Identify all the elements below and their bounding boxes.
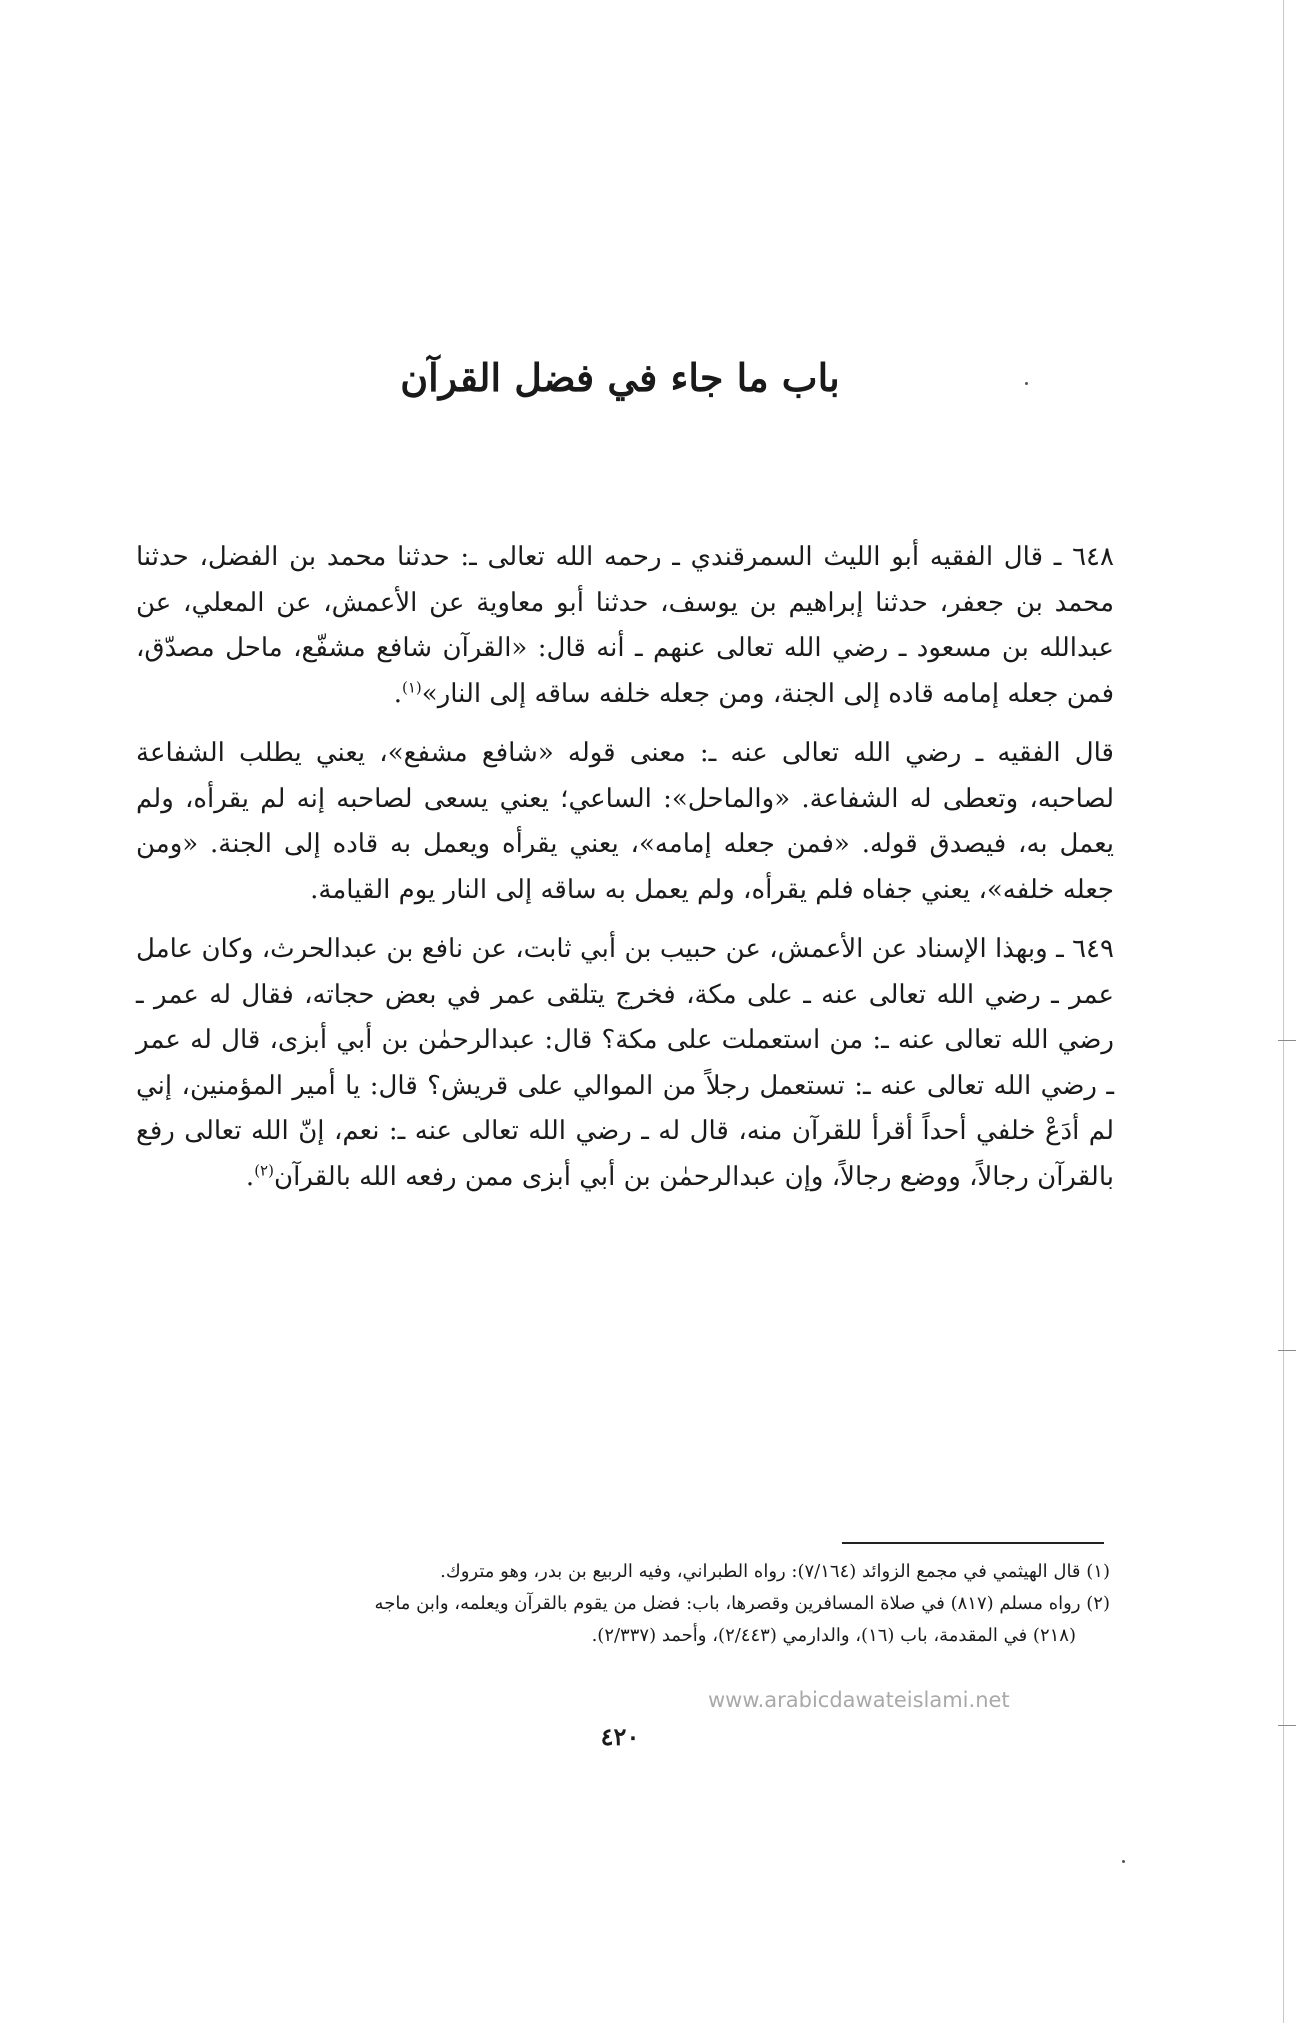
paragraph-tail: . [393,678,402,709]
footnote-reference: (١) [402,677,422,696]
paragraph-text: ٦٤٩ ـ وبهذا الإسناد عن الأعمش، عن حبيب بن أبي ثابت، عن نافع بن عبدالحرث، وكان عامل عمر ـ رضي الله تعالى عنه ـ على مكة، فخرج يتلقى عمر في بعض حجاته، فقال له عمر ـ رضي الله تعالى عنه ـ: من استعملت على مكة؟ قال: عبدالرحمٰن بن أبي أبزى، قال له عمر ـ رضي الله تعالى عنه ـ: تستعمل رجلاً من الموالي على قريش؟ قال: يا أمير المؤمنين، إني لم أدَعْ خلفي أحداً أقرأ للقرآن منه، قال له ـ رضي الله تعالى عنه ـ: نعم، إنّ الله تعالى رفع بالقرآن رجالاً، ووضع رجالاً، وإن عبدالرحمٰن بن أبي أبزى ممن رفعه الله بالقرآن [136,934,1115,1192]
page-edge-tick [1278,1350,1296,1351]
paragraph-hadith-649 [136,927,1114,1200]
website-watermark: www.arabicdawateislami.net [708,1688,1010,1712]
footnote-1: (١) قال الهيثمي في مجمع الزوائد (٧/١٦٤): رواه الطبراني، وفيه الربيع بن بدر، وهو متروك. [440,1561,1110,1582]
paragraph-hadith-648 [136,535,1114,717]
footnotes [150,1556,1110,1652]
footnote-divider [842,1542,1104,1544]
footnote-2-continued: (٢١٨) في المقدمة، باب (١٦)، والدارمي (٢/٤٤٣)، وأحمد (٢/٣٣٧). [591,1625,1076,1646]
paragraph-tail: . [245,1161,255,1192]
footnote-reference: (٢) [254,1160,274,1179]
paragraph-text: قال الفقيه ـ رضي الله تعالى عنه ـ: معنى قوله «شافع مشفع»، يعني يطلب الشفاعة لصاحبه، وتعطى له الشفاعة. «والماحل»: الساعي؛ يعني يسعى لصاحبه إنه لم يقرأه، ولم يعمل به، فيصدق قوله. «فمن جعله إمامه»، يعني يقرأه ويعمل به قاده إلى الجنة. «ومن جعله خلفه»، يعني جفاه فلم يقرأه، ولم يعمل به ساقه إلى النار يوم القيامة. [136,738,1114,905]
paragraph-commentary [136,731,1114,913]
page-edge-tick [1278,1040,1296,1041]
paragraph-text: ٦٤٨ ـ قال الفقيه أبو الليث السمرقندي ـ رحمه الله تعالى ـ: حدثنا محمد بن الفضل، حدثنا محمد بن جعفر، حدثنا إبراهيم بن يوسف، حدثنا أبو معاوية عن الأعمش، عن المعلي، عن عبدالله بن مسعود ـ رضي الله تعالى عنهم ـ أنه قال: «القرآن شافع مشفّع، ماحل مصدّق، فمن جعله إمامه قاده إلى الجنة، ومن جعله خلفه ساقه إلى النار» [136,542,1114,709]
page-edge-line [1283,0,1284,2023]
scan-speck [1122,1860,1125,1863]
scan-speck [1025,382,1028,385]
footnote-2: (٢) رواه مسلم (٨١٧) في صلاة المسافرين وقصرها، باب: فضل من يقوم بالقرآن ويعلمه، وابن ماجه [374,1593,1110,1614]
main-text [136,535,1114,1214]
chapter-title: باب ما جاء في فضل القرآن [400,355,840,401]
page-number: ٤٢٠ [600,1722,640,1751]
page-edge-tick [1278,1725,1296,1726]
